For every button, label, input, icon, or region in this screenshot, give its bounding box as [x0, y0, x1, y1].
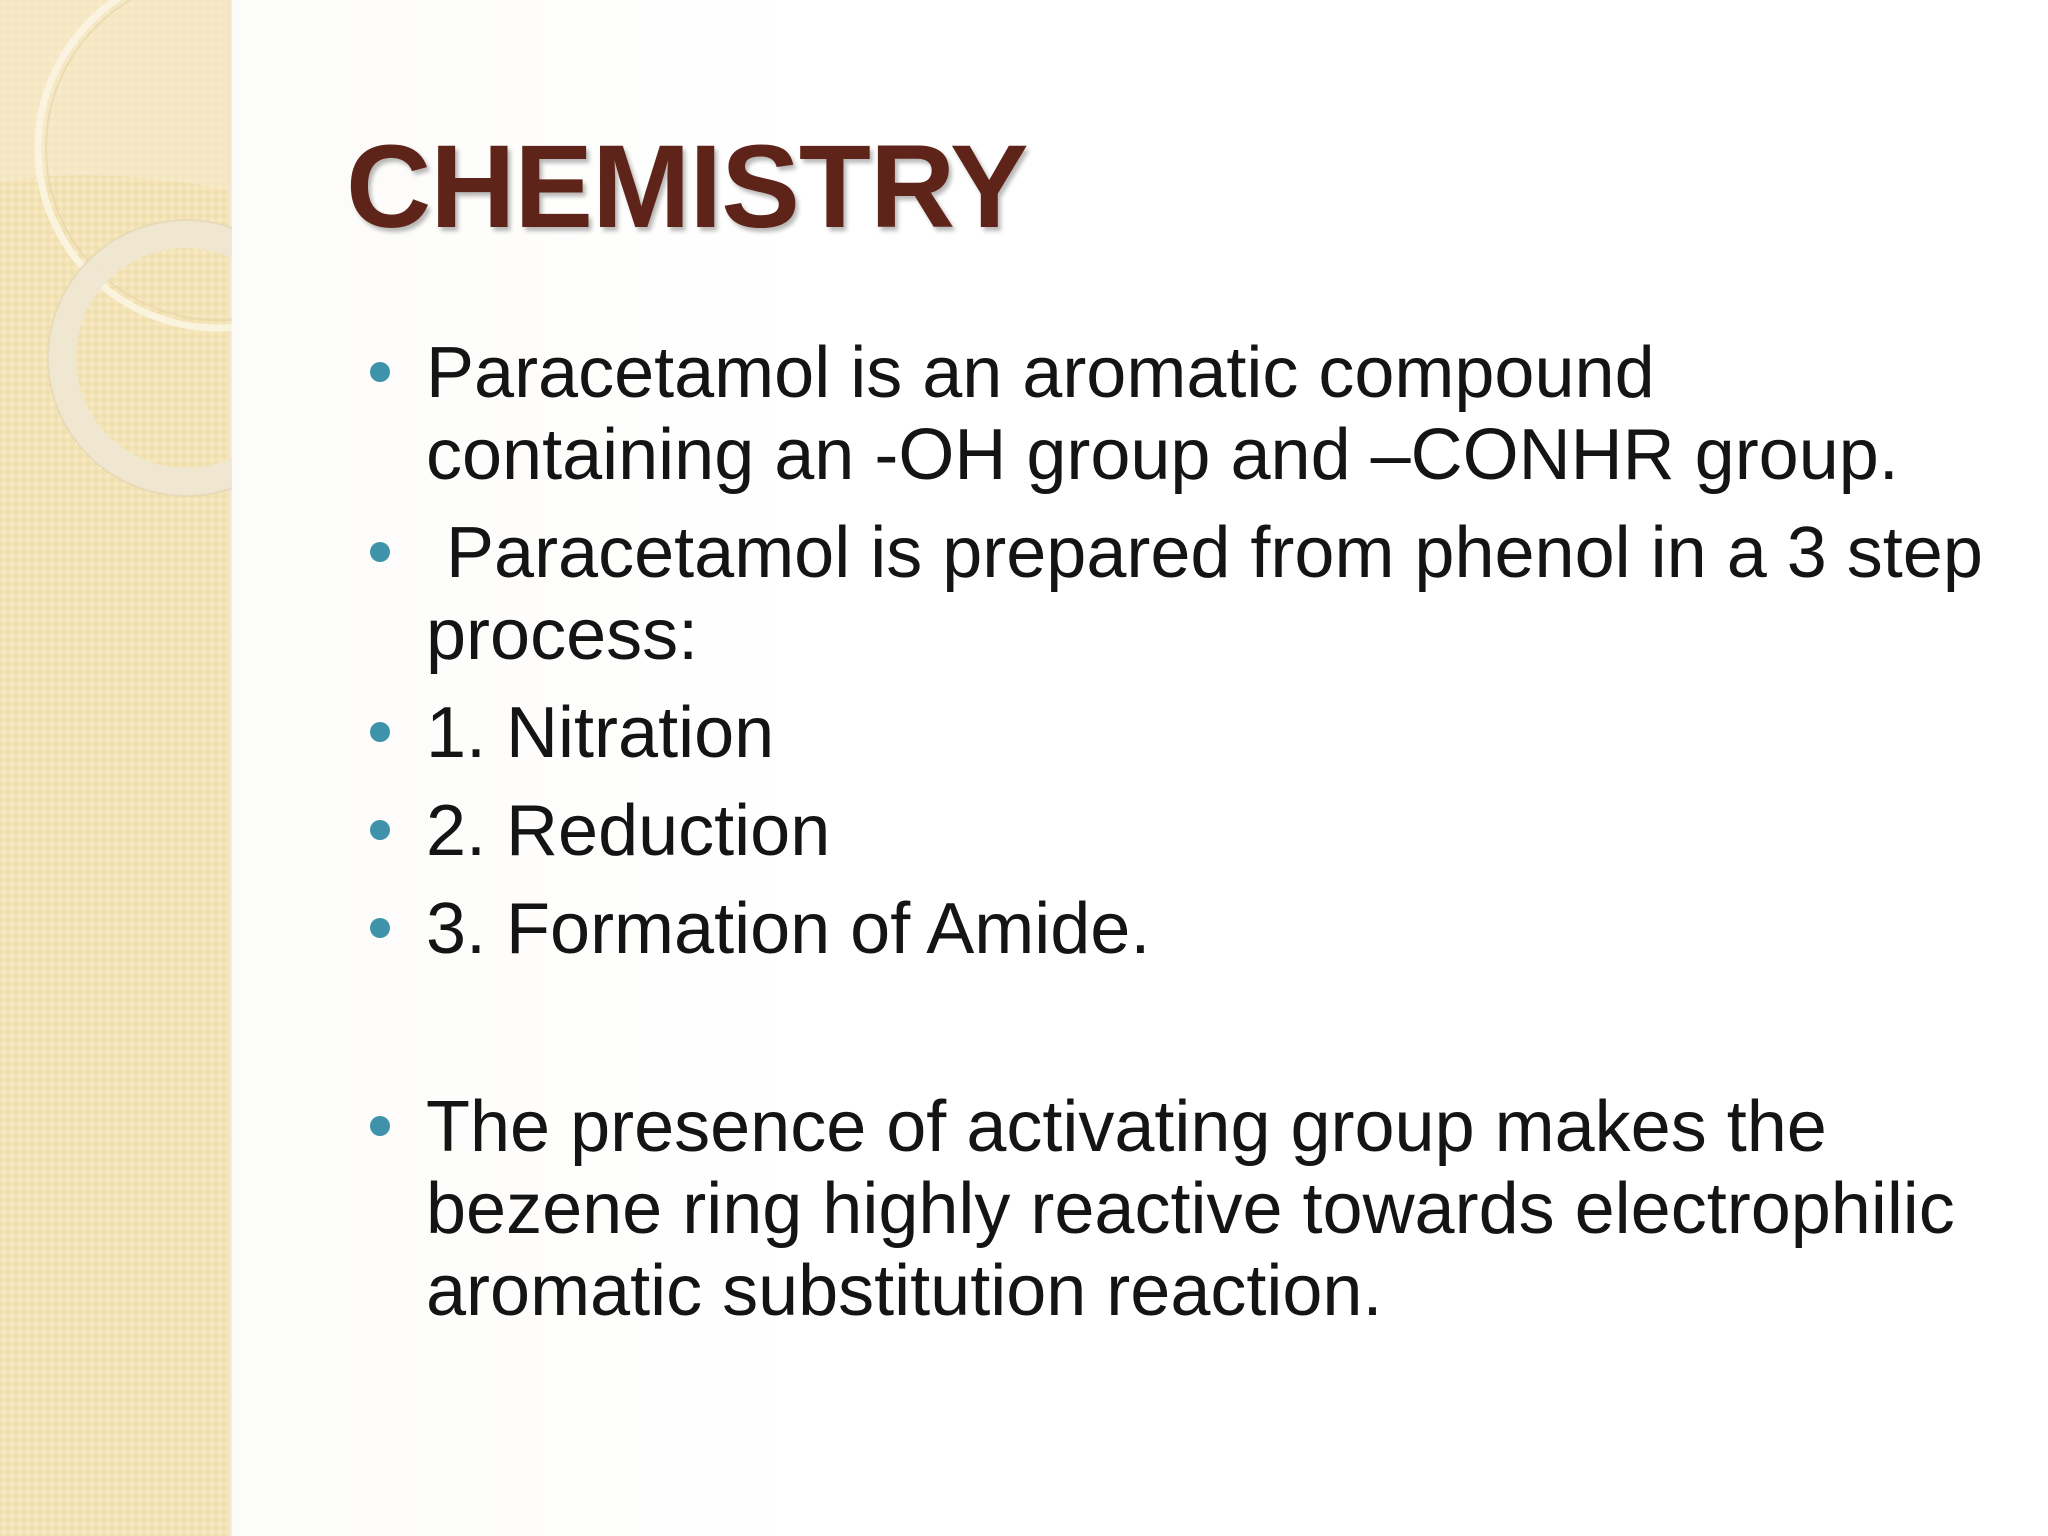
bullet-list — [364, 332, 2003, 1332]
bullet-text: Paracetamol is an aromatic compound containing an -OH group and –CONHR group. — [426, 333, 1899, 495]
bullet-text: The presence of activating group makes the bezene ring highly reactive towards electrophilic aromatic substitution reaction. — [426, 1087, 1955, 1331]
bullet-text: 2. Reduction — [426, 791, 831, 871]
slide-title: CHEMISTRY — [346, 121, 1028, 253]
bullet-item — [364, 790, 1984, 872]
bullet-item — [364, 1086, 1984, 1332]
decorative-rings — [0, 0, 232, 520]
bullet-text: Paracetamol is prepared from phenol in a 3 step process: — [426, 513, 2003, 675]
bullet-dot-icon — [370, 362, 390, 382]
bullet-dot-icon — [370, 542, 390, 562]
bullet-item — [364, 692, 1984, 774]
bullet-dot-icon — [370, 820, 390, 840]
bullet-dot-icon — [370, 722, 390, 742]
bullet-text: 1. Nitration — [426, 693, 775, 773]
bullet-item — [364, 512, 2003, 676]
bullet-item — [364, 332, 1984, 496]
bullet-item — [364, 888, 1984, 970]
bullet-dot-icon — [370, 918, 390, 938]
bullet-text: 3. Formation of Amide. — [426, 889, 1151, 969]
bullet-dot-icon — [370, 1116, 390, 1136]
